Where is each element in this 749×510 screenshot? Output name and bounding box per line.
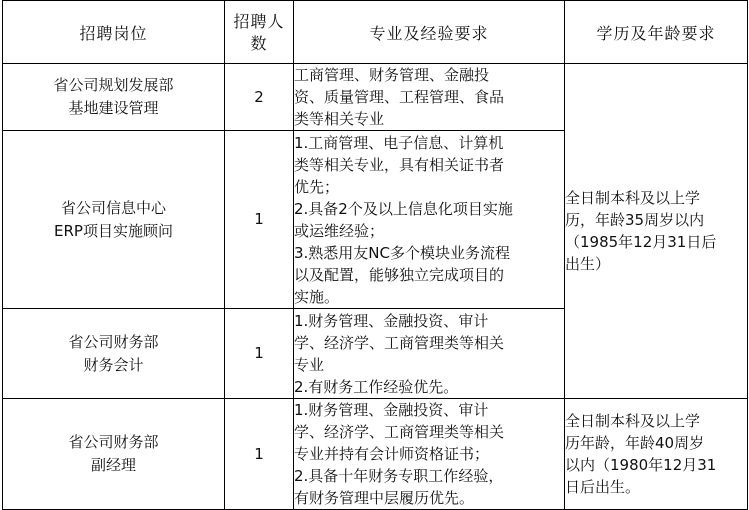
requirement-line: 类等相关专业 [294, 110, 385, 128]
position-line: 省公司财务部 [68, 433, 159, 451]
count-cell: 2 [225, 64, 294, 131]
count-cell: 1 [225, 399, 294, 510]
count-cell: 1 [225, 131, 294, 309]
education-line: 日后出生。 [565, 478, 641, 496]
requirement-line: 1.工商管理、电子信息、计算机 [294, 133, 504, 152]
position-line: 基地建设管理 [68, 99, 159, 117]
requirement-line: 3.熟悉用友NC多个模块业务流程 [294, 243, 511, 262]
position-line: 财务会计 [83, 355, 144, 374]
count-cell: 1 [225, 309, 294, 399]
header-row [3, 1, 748, 64]
position-cell [3, 399, 225, 510]
education-line: 全日制本科及以上学 [565, 412, 701, 430]
education-line: 历，年龄35周岁以内 [565, 211, 705, 229]
header-count [225, 1, 294, 64]
education-line: 历年龄，年龄40周岁 [565, 434, 705, 452]
table-row [3, 64, 748, 131]
education-cell [565, 399, 748, 510]
header-position: 招聘岗位 [3, 1, 225, 64]
requirements-cell [294, 399, 565, 510]
education-line: 出生） [565, 255, 611, 273]
education-cell [565, 64, 748, 399]
header-count-line: 数 [250, 34, 268, 53]
requirement-line: 资、质量管理、工程管理、食品 [294, 88, 505, 106]
requirement-line: 或运维经验； [294, 221, 385, 240]
requirement-line: 专业 [294, 355, 325, 374]
requirement-line: 实施。 [294, 287, 340, 306]
requirement-line: 优先； [294, 177, 340, 196]
position-cell [3, 64, 225, 131]
education-line: 以内（1980年12月31 [565, 456, 717, 474]
position-line: 省公司信息中心 [60, 198, 166, 217]
requirement-line: 2.具备2个及以上信息化项目实施 [294, 199, 513, 218]
position-line: ERP项目实施顾问 [54, 221, 173, 240]
education-line: （1985年12月31日后 [565, 233, 717, 251]
requirement-line: 工商管理、财务管理、金融投 [294, 66, 490, 84]
position-cell [3, 131, 225, 309]
requirement-line: 1.财务管理、金融投资、审计 [294, 311, 489, 330]
recruitment-table [2, 0, 748, 510]
header-requirements: 专业及经验要求 [294, 1, 565, 64]
requirement-line: 学、经济学、工商管理类等相关 [294, 423, 505, 441]
requirement-line: 以及配置，能够独立完成项目的 [294, 265, 505, 284]
requirements-cell [294, 309, 565, 399]
requirements-cell [294, 64, 565, 131]
table-row [3, 399, 748, 510]
requirement-line: 学、经济学、工商管理类等相关 [294, 333, 505, 352]
education-line: 全日制本科及以上学 [565, 189, 701, 207]
position-line: 省公司财务部 [68, 332, 159, 351]
position-cell [3, 309, 225, 399]
position-line: 省公司规划发展部 [53, 76, 174, 94]
requirement-line: 1.财务管理、金融投资、审计 [294, 401, 489, 419]
requirement-line: 2.有财务工作经验优先。 [294, 377, 459, 396]
requirements-cell [294, 131, 565, 309]
header-education: 学历及年龄要求 [565, 1, 748, 64]
requirement-line: 2.具备十年财务专职工作经验， [294, 467, 504, 485]
requirement-line: 有财务管理中层履历优先。 [294, 489, 475, 507]
requirement-line: 类等相关专业，具有相关证书者 [294, 155, 505, 174]
header-count-line: 招聘人 [233, 12, 285, 31]
requirement-line: 专业并持有会计师资格证书； [294, 445, 490, 463]
position-line: 副经理 [90, 456, 136, 474]
